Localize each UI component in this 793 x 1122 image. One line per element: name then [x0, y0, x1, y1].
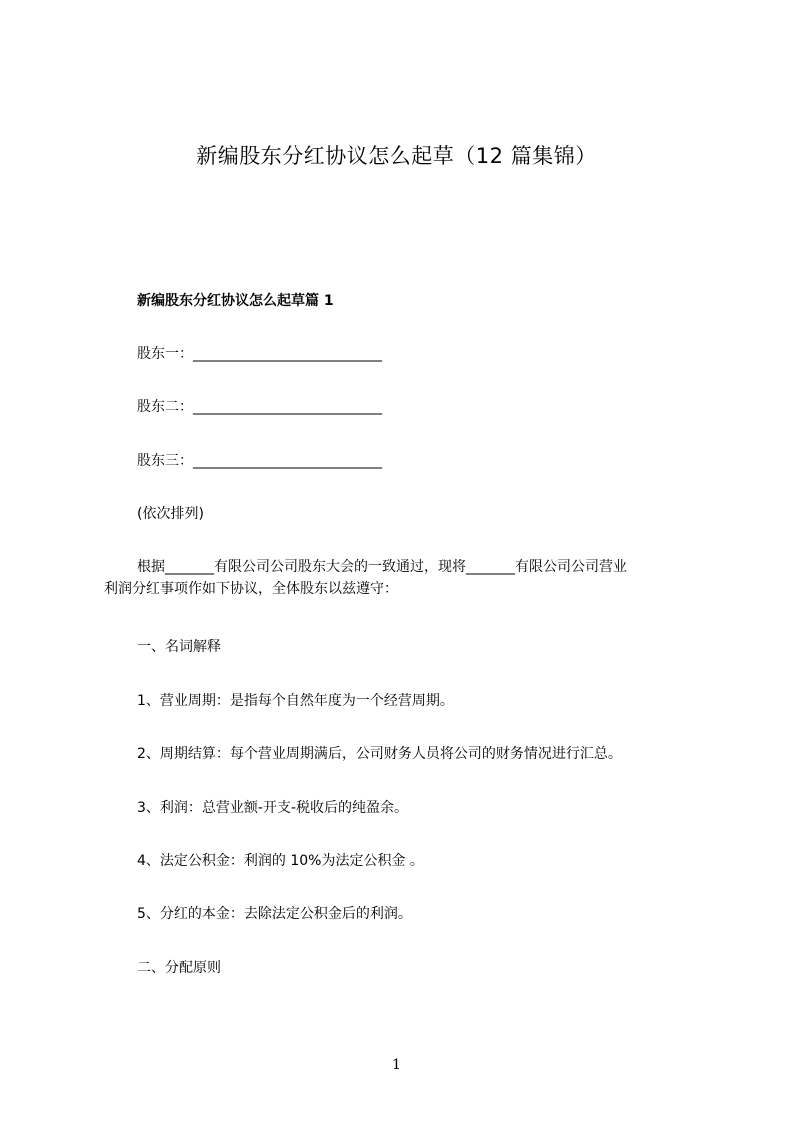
document-title: 新编股东分红协议怎么起草（12 篇集锦） [196, 144, 597, 168]
section-heading: 新编股东分红协议怎么起草篇 1 [137, 293, 334, 309]
shareholder-one-line: 股东一：___________________________ [137, 346, 382, 362]
shareholder-three-line: 股东三：___________________________ [137, 453, 382, 469]
shareholder-two-line: 股东二：___________________________ [137, 399, 382, 415]
page-number: 1 [392, 1057, 401, 1073]
order-note: (依次排列) [137, 506, 204, 522]
intro-line-1: 根据_______有限公司公司股东大会的一致通过，现将_______有限公司公司营业 [137, 559, 627, 575]
intro-paragraph [104, 556, 724, 600]
intro-line-2: 利润分红事项作如下协议，全体股东以兹遵守： [104, 581, 398, 597]
definition-item: 1、营业周期：是指每个自然年度为一个经营周期。 [137, 693, 454, 709]
definition-item: 3、利润：总营业额-开支-税收后的纯盈余。 [137, 800, 409, 816]
definition-item: 4、法定公积金：利润的 10%为法定公积金 。 [137, 853, 424, 869]
section-1-heading: 一、名词解释 [137, 639, 221, 655]
definition-item: 2、周期结算：每个营业周期满后，公司财务人员将公司的财务情况进行汇总。 [137, 746, 622, 762]
definition-item: 5、分红的本金：去除法定公积金后的利润。 [137, 906, 412, 922]
section-2-heading: 二、分配原则 [137, 960, 221, 976]
